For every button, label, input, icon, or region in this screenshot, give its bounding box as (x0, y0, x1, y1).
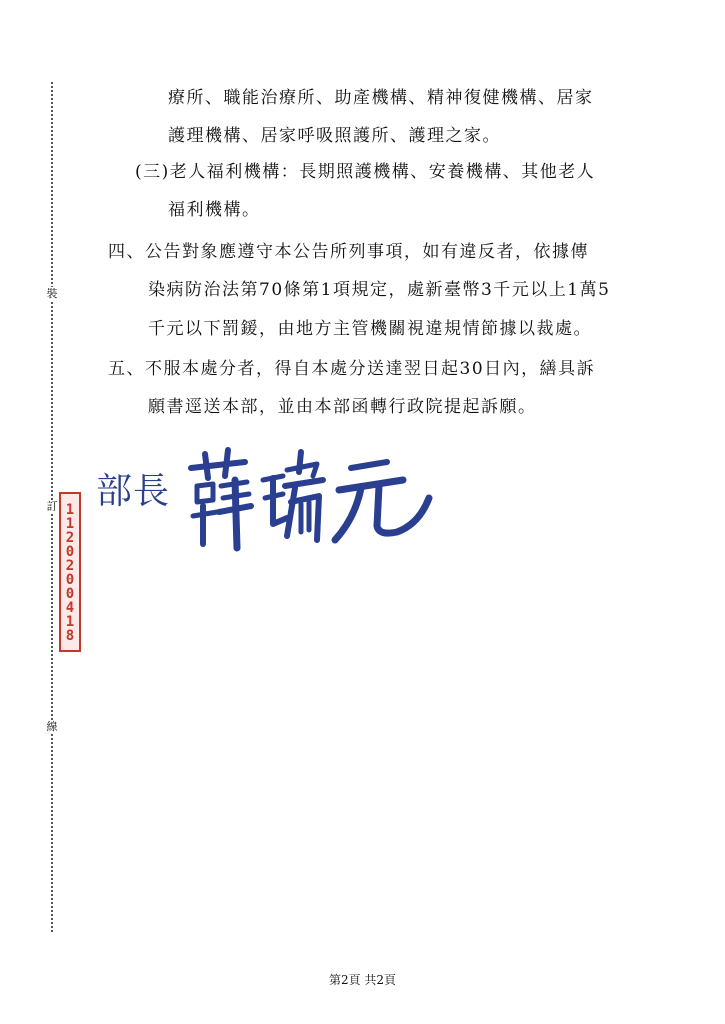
body-line-1: 療所、職能治療所、助產機構、精神復健機構、居家 (168, 88, 594, 108)
signatory-title: 部長 (96, 471, 171, 512)
handwritten-signature (183, 440, 433, 555)
body-line-3: (三)老人福利機構：長期照護機構、安養機構、其他老人 (135, 162, 596, 182)
body-line-4: 福利機構。 (168, 200, 261, 220)
page-number-footer: 第2頁 共2頁 (328, 973, 397, 987)
body-line-8: 五、不服本處分者，得自本處分送達翌日起30日內，繕具訴 (108, 359, 596, 379)
binding-label-ding: 訂 (44, 500, 60, 514)
body-line-5: 四、公告對象應遵守本公告所列事項，如有違反者，依據傳 (108, 242, 589, 262)
binding-label-zhuang: 裝 (44, 287, 60, 301)
received-date-stamp (59, 492, 81, 652)
binding-label-xian: 線 (44, 720, 60, 734)
body-line-9: 願書逕送本部，並由本部函轉行政院提起訴願。 (148, 397, 537, 417)
body-line-7: 千元以下罰鍰，由地方主管機關視違規情節據以裁處。 (148, 319, 592, 339)
body-line-2: 護理機構、居家呼吸照護所、護理之家。 (168, 126, 501, 146)
body-line-6: 染病防治法第70條第1項規定，處新臺幣3千元以上1萬5 (148, 280, 611, 300)
stamp-number: 1120200418 (62, 502, 78, 642)
